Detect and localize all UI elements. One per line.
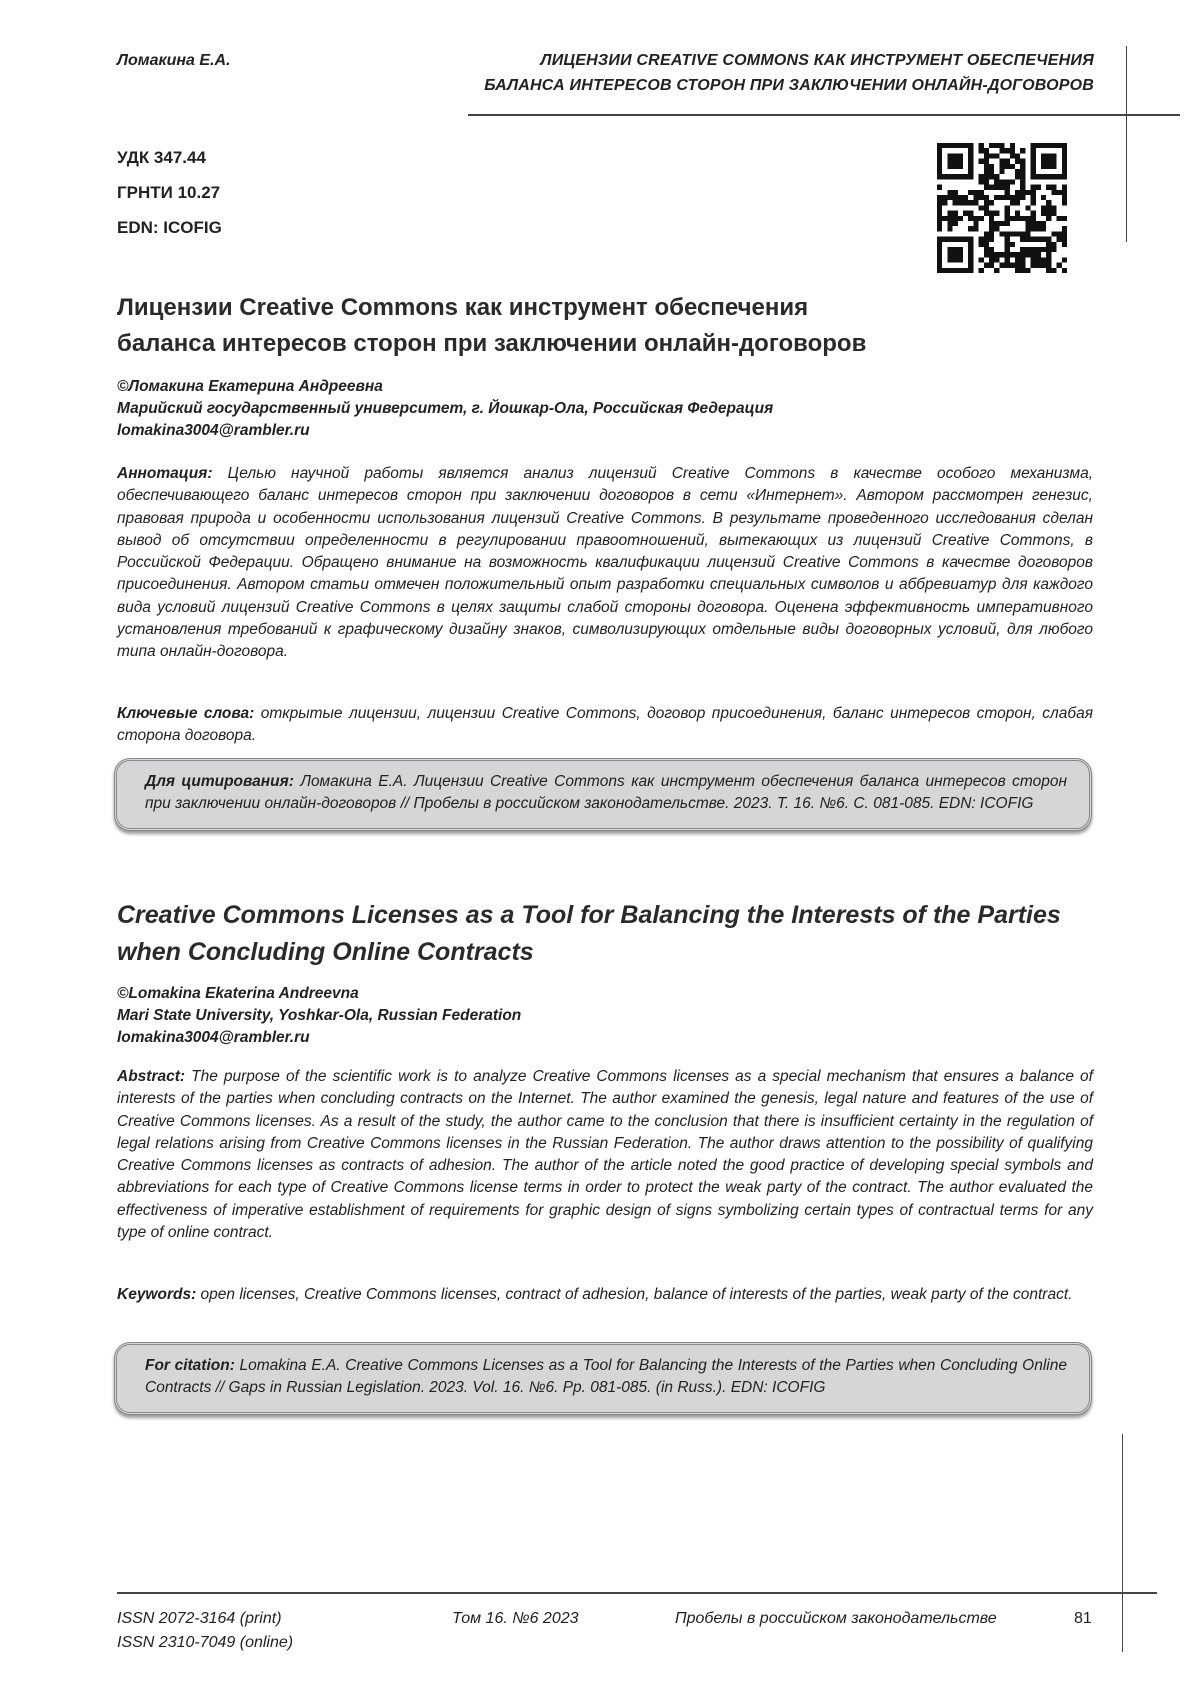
abstract-en [117, 1066, 1093, 1244]
article-title-en [117, 897, 1107, 971]
citation-text: Lomakina E.A. Creative Commons Licenses as a Tool for Balancing the Interests of the Parties when Concluding Online Contracts // Gaps in Russian Legislation. 2023. Vol. 16. №6. Pp. 081-085. (in Russ.). EDN: ICOFIG [145, 1357, 1067, 1396]
abstract-text: The purpose of the scientific work is to analyze Creative Commons licenses as a special mechanism that ensures a balance of interests of the parties when concluding contracts on the Internet. The author examined the genesis, legal nature and features of the use of Creative Commons licenses. As a result of the study, the author came to the conclusion that there is insufficient certainty in the regulation of legal relations arising from Creative Commons licenses in the Russian Federation. The author draws attention to the possibility of qualifying Creative Commons licenses as contracts of adhesion. The author of the article noted the good practice of developing special symbols and abbreviations for each type of Creative Commons license terms in order to protect the weak party of the contract. The author evaluated the effectiveness of imperative establishment of requirements for graphic design of signs symbolizing certain types of contractual terms for any type of online contract. [117, 1068, 1093, 1241]
qr-code-icon [937, 143, 1067, 273]
keywords-text: open licenses, Creative Commons licenses, contract of adhesion, balance of interests of the parties, weak party of the contract. [196, 1286, 1072, 1303]
running-title-line: БАЛАНСА ИНТЕРЕСОВ СТОРОН ПРИ ЗАКЛЮЧЕНИИ ОНЛАЙН-ДОГОВОРОВ [334, 73, 1094, 98]
author-name: ©Lomakina Ekaterina Andreevna [117, 983, 1077, 1005]
keywords-text: открытые лицензии, лицензии Creative Commons, договор присоединения, баланс интересов сторон, слабая сторона договора. [117, 705, 1093, 744]
title-line: when Concluding Online Contracts [117, 934, 1107, 971]
edn-code: EDN: ICOFIG [117, 210, 222, 245]
keywords-label: Keywords: [117, 1286, 196, 1303]
issn-print: ISSN 2072-3164 (print) [117, 1607, 293, 1631]
title-line: Creative Commons Licenses as a Tool for Balancing the Interests of the Parties [117, 897, 1107, 934]
citation-label: Для цитирования: [145, 773, 294, 790]
citation-box-ru [114, 758, 1092, 831]
classification-codes [117, 140, 222, 245]
keywords-ru [117, 703, 1093, 748]
volume-issue: Том 16. №6 2023 [452, 1607, 579, 1631]
issn-online: ISSN 2310-7049 (online) [117, 1631, 293, 1655]
abstract-label: Abstract: [117, 1068, 185, 1085]
footer-divider [117, 1592, 1157, 1594]
running-author: Ломакина Е.А. [117, 52, 231, 70]
header-vertical-rule [1126, 46, 1127, 242]
abstract-text: Целью научной работы является анализ лицензий Creative Commons в качестве особого механизма, обеспечивающего баланс интересов сторон при заключении договоров в сети «Интернет». Автором рассмотрен генезис, правовая природа и особенности использования лицензий Creative Commons. В результате проведенного исследования сделан вывод об отсутствии определенности в регулировании правоотношений, вытекающих из лицензий Creative Commons, в Российской Федерации. Обращено внимание на возможность квалификации лицензий Creative Commons в качестве договоров присоединения. Автором статьи отмечен положительный опыт разработки специальных символов и аббревиатур для каждого вида условий лицензий Creative Commons в целях защиты слабой стороны договора. Оценена эффективность императивного установления требований к графическому дизайну знаков, символизирующих отдельные виды договорных условий, для любого типа онлайн-договора. [117, 465, 1093, 660]
header-divider [468, 114, 1180, 116]
issn-block [117, 1607, 293, 1655]
running-title [334, 48, 1094, 98]
author-block-ru [117, 376, 1077, 442]
author-email[interactable]: lomakina3004@rambler.ru [117, 420, 1077, 442]
udk-code: УДК 347.44 [117, 140, 222, 175]
keywords-label: Ключевые слова: [117, 705, 254, 722]
grnti-code: ГРНТИ 10.27 [117, 175, 222, 210]
citation-label: For citation: [145, 1357, 235, 1374]
author-name: ©Ломакина Екатерина Андреевна [117, 376, 1077, 398]
citation-box-en [114, 1342, 1092, 1415]
citation-text: Ломакина Е.А. Лицензии Creative Commons как инструмент обеспечения баланса интересов сторон при заключении онлайн-договоров // Пробелы в российском законодательстве. 2023. Т. 16. №6. С. 081-085. EDN: ICOFIG [145, 773, 1067, 812]
author-email[interactable]: lomakina3004@rambler.ru [117, 1027, 1077, 1049]
author-affiliation: Mari State University, Yoshkar-Ola, Russian Federation [117, 1005, 1077, 1027]
author-affiliation: Марийский государственный университет, г. Йошкар-Ола, Российская Федерация [117, 398, 1077, 420]
journal-name: Пробелы в российском законодательстве [675, 1607, 997, 1631]
abstract-label: Аннотация: [117, 465, 213, 482]
running-title-line: ЛИЦЕНЗИИ CREATIVE COMMONS КАК ИНСТРУМЕНТ ОБЕСПЕЧЕНИЯ [334, 48, 1094, 73]
article-title-ru [117, 290, 1017, 362]
title-line: Лицензии Creative Commons как инструмент обеспечения [117, 290, 1017, 326]
keywords-en [117, 1284, 1093, 1306]
abstract-ru [117, 463, 1093, 664]
title-line: баланса интересов сторон при заключении онлайн-договоров [117, 326, 1017, 362]
page-number: 81 [1074, 1607, 1092, 1631]
author-block-en [117, 983, 1077, 1049]
footer-vertical-rule [1122, 1434, 1123, 1652]
